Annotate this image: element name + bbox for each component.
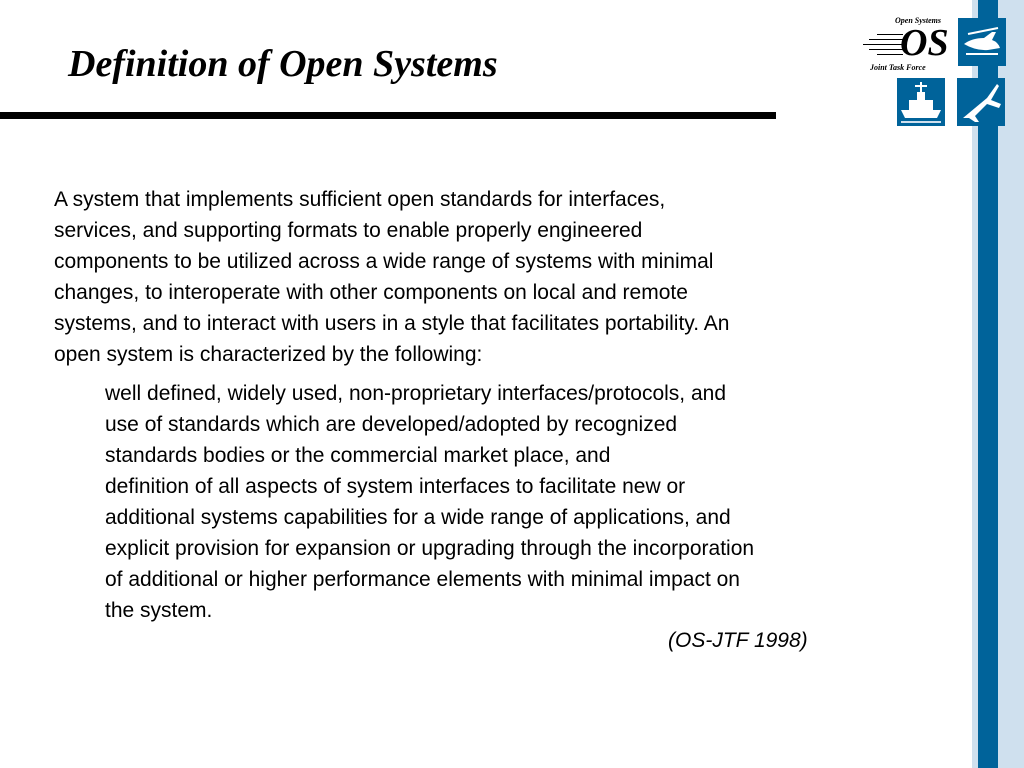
logo-bottom-text: Joint Task Force bbox=[870, 63, 926, 72]
title-underline-rule bbox=[0, 112, 776, 119]
citation: (OS-JTF 1998) bbox=[668, 629, 808, 652]
slide-title: Definition of Open Systems bbox=[68, 43, 498, 85]
criteria-line: additional systems capabilities for a wide range of applications, and bbox=[105, 506, 731, 529]
logo-os-mark: OS bbox=[900, 22, 949, 64]
criteria-line: use of standards which are developed/adopted by recognized bbox=[105, 413, 678, 436]
criteria-line: definition of all aspects of system interfaces to facilitate new or bbox=[105, 475, 686, 498]
paragraph-line: services, and supporting formats to enable properly engineered bbox=[54, 219, 643, 242]
logo-speed-lines bbox=[863, 34, 903, 60]
criteria-list bbox=[105, 378, 925, 626]
os-jtf-logo bbox=[863, 16, 1011, 130]
paragraph-line: components to be utilized across a wide range of systems with minimal bbox=[54, 250, 714, 273]
criteria-line: standards bodies or the commercial market place, and bbox=[105, 444, 611, 467]
paragraph-line: changes, to interoperate with other components on local and remote bbox=[54, 281, 688, 304]
criteria-line: well defined, widely used, non-proprietary interfaces/protocols, and bbox=[105, 382, 727, 405]
helicopter-icon bbox=[958, 18, 1006, 66]
ship-icon bbox=[897, 78, 945, 126]
criteria-line: the system. bbox=[105, 599, 213, 622]
paragraph-line: open system is characterized by the following: bbox=[54, 343, 483, 366]
criteria-line: explicit provision for expansion or upgrading through the incorporation bbox=[105, 537, 755, 560]
paragraph-line: A system that implements sufficient open standards for interfaces, bbox=[54, 188, 666, 211]
paragraph-line: systems, and to interact with users in a style that facilitates portability. An bbox=[54, 312, 730, 335]
jet-icon bbox=[957, 78, 1005, 126]
logo-top-text: Open Systems bbox=[895, 16, 941, 25]
criteria-line: of additional or higher performance elements with minimal impact on bbox=[105, 568, 740, 591]
definition-paragraph bbox=[54, 184, 904, 370]
